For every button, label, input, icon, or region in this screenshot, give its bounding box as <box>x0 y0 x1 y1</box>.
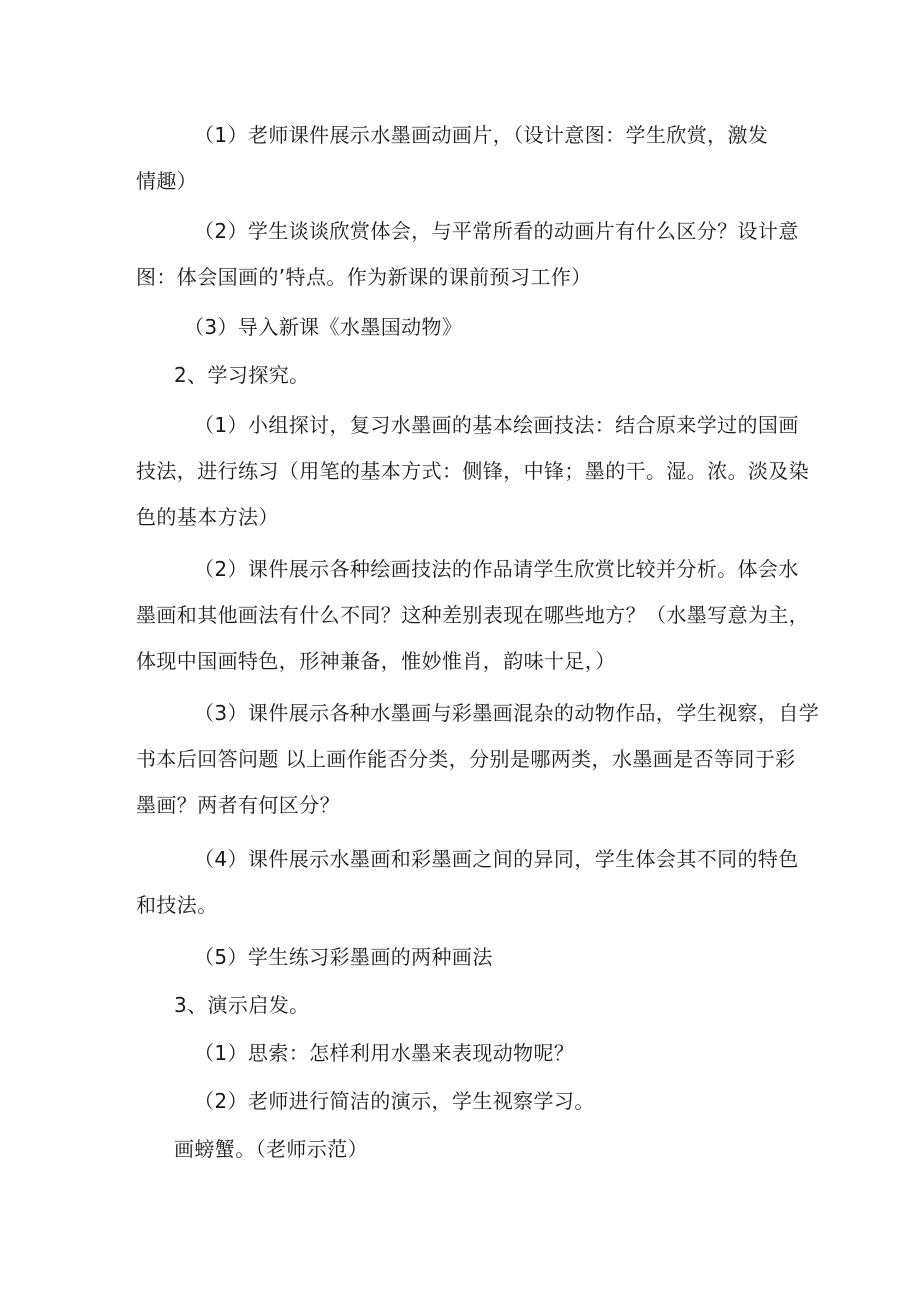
text-line: （2）学生谈谈欣赏体会，与平常所看的动画片有什么区分？设计意 <box>194 219 799 243</box>
text-line: （2）老师进行简洁的演示，学生视察学习。 <box>194 1089 595 1113</box>
paragraph-discuss-experience <box>136 208 799 300</box>
text-line: 图：体会国画的’特点。作为新课的课前预习工作） <box>136 265 592 289</box>
text-line: 和技法。 <box>136 893 218 917</box>
paragraph-teacher-demo <box>136 1078 792 1124</box>
paragraph-new-lesson <box>136 304 792 350</box>
text-line: （4）课件展示水墨画和彩墨画之间的异同，学生体会其不同的特色 <box>194 847 799 871</box>
paragraph-crab <box>136 1126 792 1172</box>
section-heading-demo <box>136 982 792 1028</box>
text-line: （1）思索：怎样利用水墨来表现动物呢？ <box>194 1041 575 1065</box>
paragraph-group-review <box>136 402 810 540</box>
text-line: 2、学习探究。 <box>174 363 310 387</box>
text-line: （3）课件展示各种水墨画与彩墨画混杂的动物作品，学生视察，自学 <box>194 701 820 725</box>
text-line: （1）小组探讨，复习水墨画的基本绘画技法：结合原来学过的国画 <box>194 413 799 437</box>
paragraph-compare-techniques <box>136 546 810 684</box>
paragraph-differences <box>136 836 799 928</box>
text-line: （3）导入新课《水墨国动物》 <box>184 315 463 339</box>
text-line: 墨画？两者有何区分？ <box>136 793 340 817</box>
text-line: 色的基本方法） <box>136 505 279 529</box>
text-line: 3、演示启发。 <box>174 993 310 1017</box>
text-line: 书本后回答问题 以上画作能否分类，分别是哪两类，水墨画是否等同于彩 <box>136 747 796 771</box>
text-line: 情趣） <box>136 169 198 193</box>
paragraph-intro-animation <box>136 112 792 204</box>
text-line: 体现中国画特色，形神兼备，惟妙惟肖，韵味十足，） <box>136 649 616 673</box>
paragraph-think <box>136 1030 792 1076</box>
text-line: 技法，进行练习（用笔的基本方式：侧锋，中锋；墨的干。湿。浓。淡及染 <box>136 459 810 483</box>
paragraph-classify-works <box>136 690 820 828</box>
section-heading-learning <box>136 352 792 398</box>
text-line: （2）课件展示各种绘画技法的作品请学生欣赏比较并分析。体会水 <box>194 557 799 581</box>
text-line: 画螃蟹。（老师示范） <box>174 1137 368 1161</box>
text-line: （1）老师课件展示水墨画动画片，（设计意图：学生欣赏，激发 <box>194 123 769 147</box>
paragraph-practice <box>136 934 792 980</box>
text-line: （5）学生练习彩墨画的两种画法 <box>194 945 493 969</box>
text-line: 墨画和其他画法有什么不同？这种差别表现在哪些地方？（水墨写意为主， <box>136 603 810 627</box>
